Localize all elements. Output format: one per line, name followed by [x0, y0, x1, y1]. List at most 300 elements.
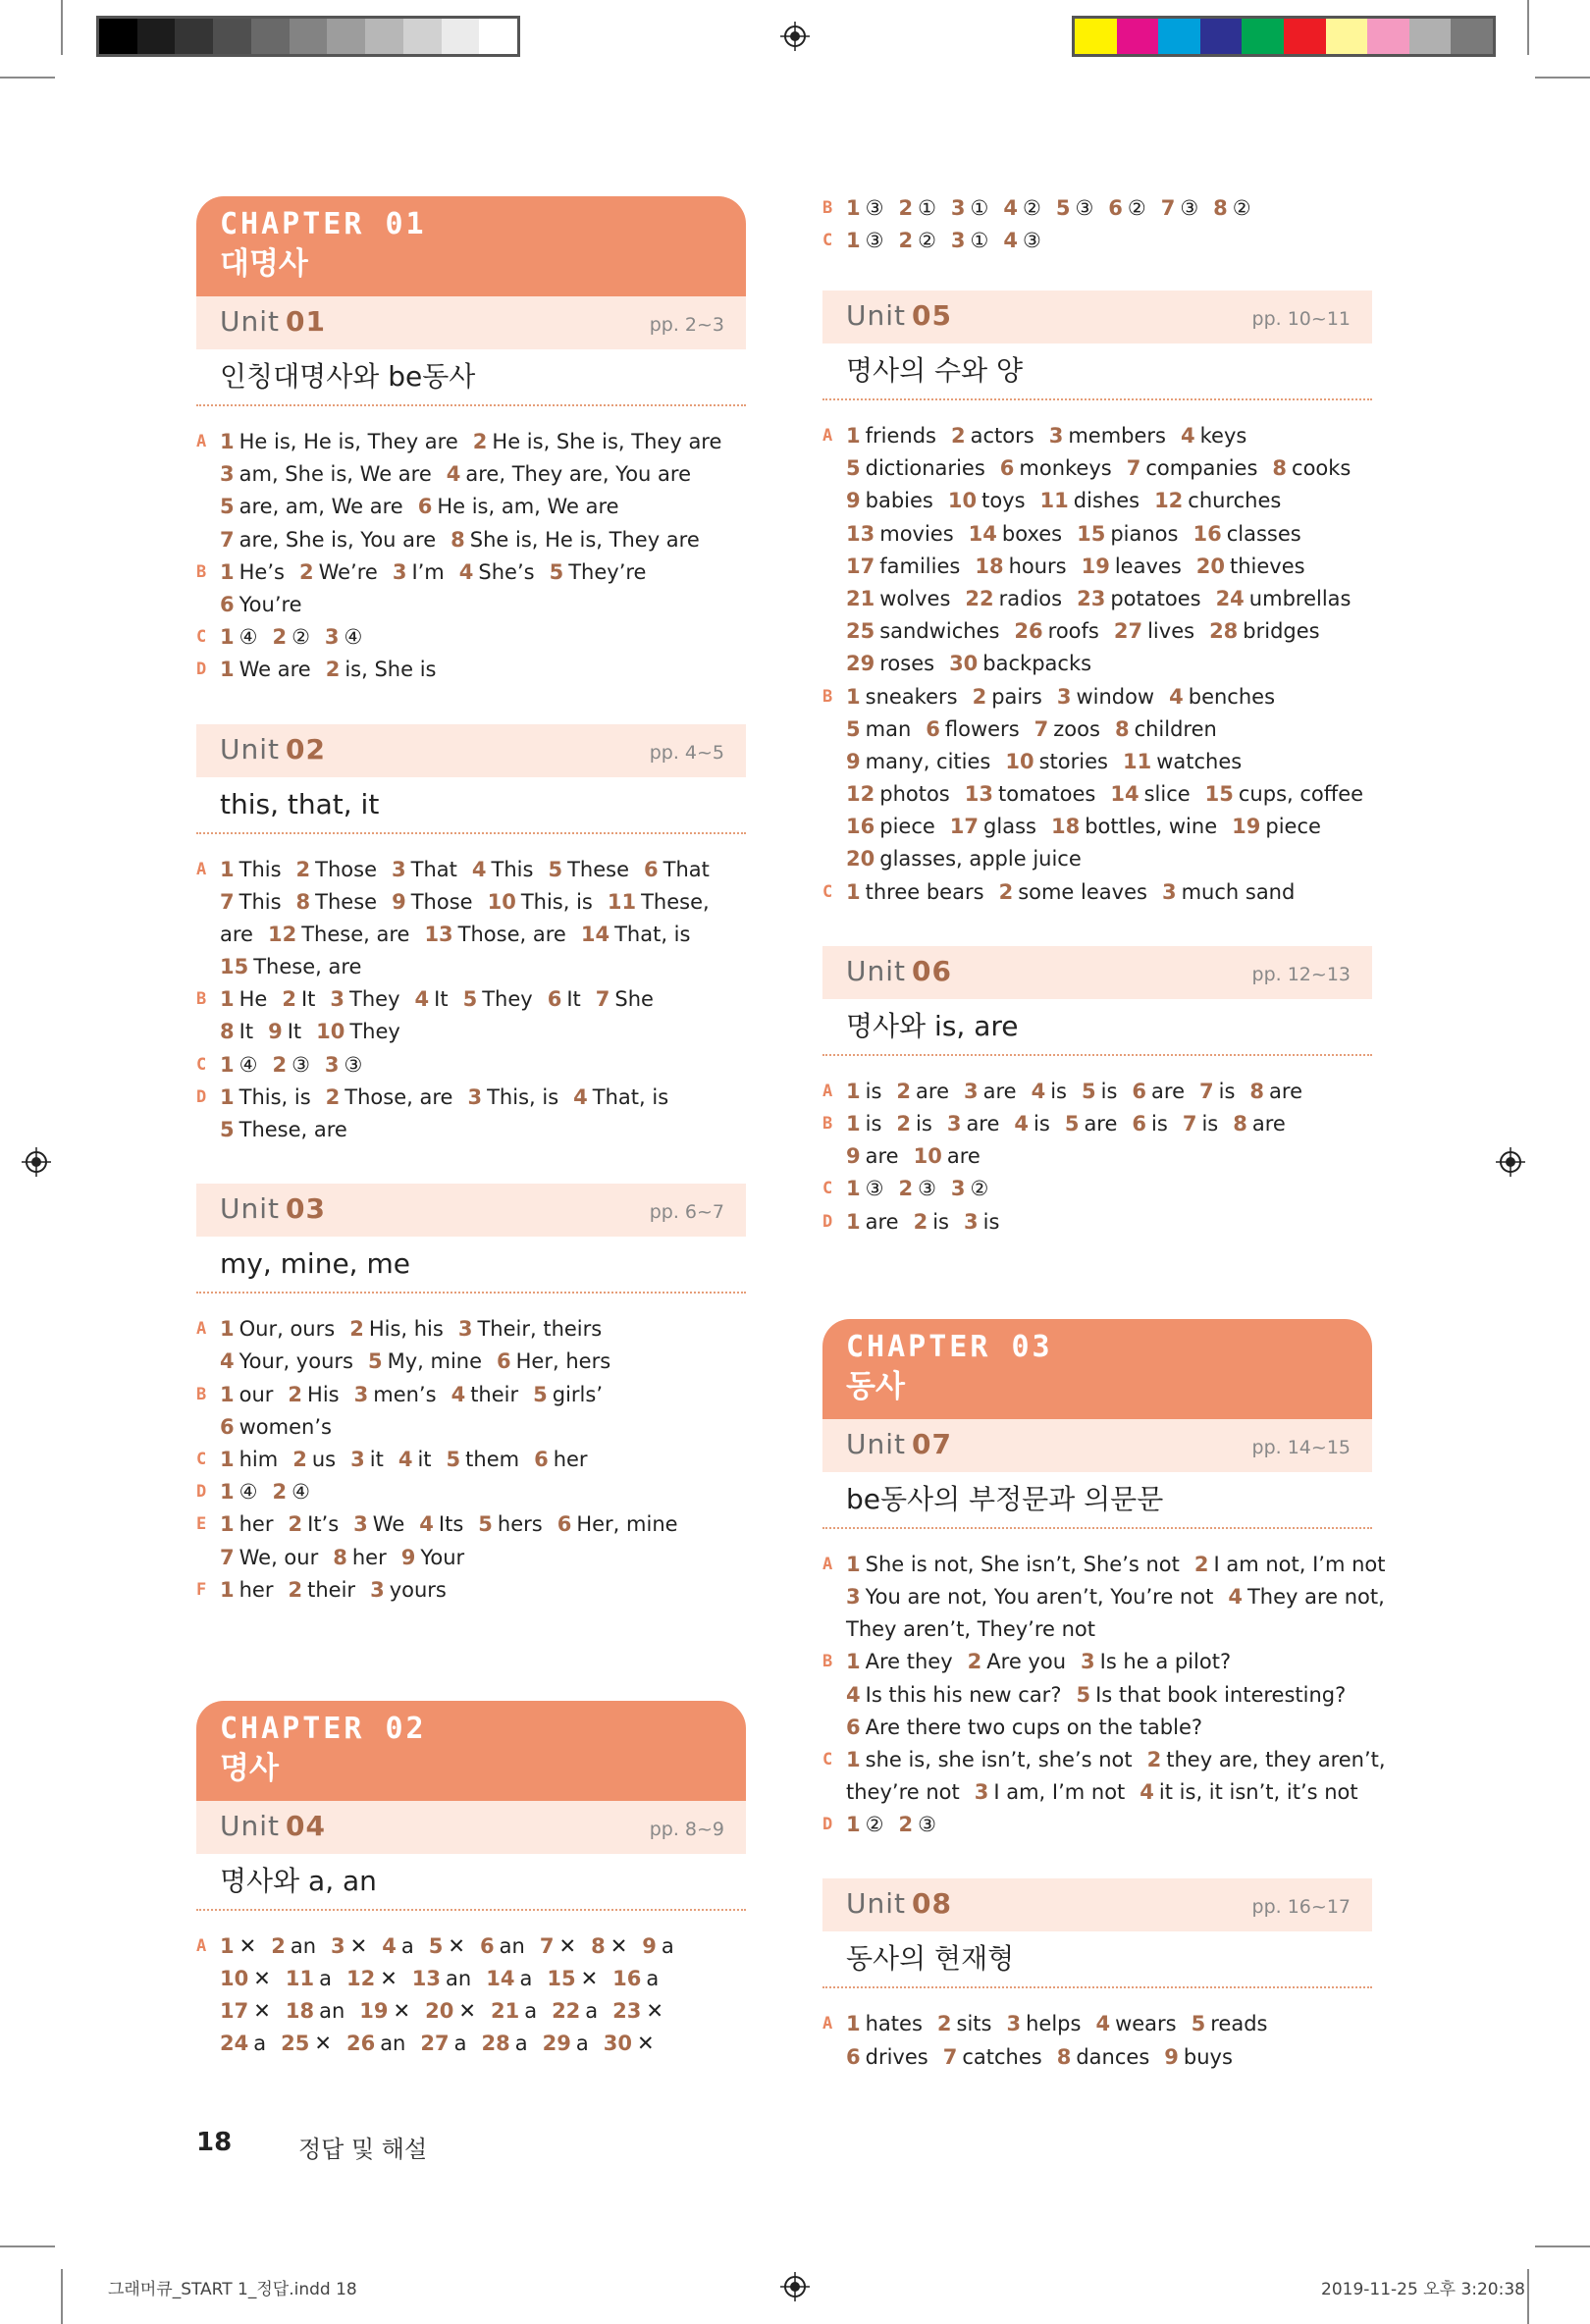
answer-item — [846, 2045, 928, 2069]
answer-number: 4 — [458, 559, 474, 584]
answer-number: 5 — [1076, 1682, 1091, 1707]
unit-bar — [196, 1184, 746, 1237]
answer-number: 1 — [220, 1052, 235, 1077]
answer-number: 7 — [595, 987, 610, 1012]
answer-number: 3 — [946, 1112, 962, 1136]
answer-number: 28 — [1209, 619, 1239, 644]
unit-number: Unit 05 — [846, 299, 952, 332]
unit-bar — [822, 290, 1372, 343]
answer-text: is — [1050, 1079, 1067, 1103]
answer-item — [392, 858, 457, 881]
answer-text: Our, ours — [238, 1317, 336, 1342]
answer-item — [415, 987, 449, 1011]
answer-item — [220, 2032, 266, 2055]
answer-number: 1 — [220, 1317, 235, 1342]
answer-number: 6 — [480, 1933, 495, 1958]
answer-text: piece — [1265, 815, 1321, 839]
answer-item — [846, 750, 990, 773]
answer-item — [401, 1546, 464, 1569]
answer-text: stories — [1038, 749, 1108, 773]
answer-text: His — [307, 1382, 340, 1406]
answer-number: 26 — [345, 2032, 376, 2056]
answer-number: 1 — [846, 1177, 861, 1201]
answer-text: ✕ — [393, 1999, 411, 2024]
answer-text: ✕ — [558, 1933, 577, 1958]
chapter-title: 명사 — [220, 1750, 279, 1786]
answer-text: ④ — [238, 1052, 258, 1077]
answer-text: a — [400, 1933, 414, 1958]
answer-item — [547, 1967, 598, 1990]
unit-number-value: 06 — [912, 954, 952, 987]
color-swatch — [365, 19, 403, 54]
answer-text: ② — [970, 1177, 989, 1201]
unit-number: Unit 07 — [846, 1427, 952, 1460]
answer-text: hers — [497, 1512, 543, 1537]
answer-item — [1233, 1112, 1286, 1136]
answer-text: ④ — [344, 625, 363, 650]
answer-list — [196, 1294, 746, 1607]
answer-item — [951, 229, 988, 252]
answer-item — [898, 1177, 935, 1200]
answer-text: They’re — [568, 559, 647, 584]
answer-number: 7 — [1160, 196, 1176, 220]
answer-item — [1199, 1080, 1235, 1103]
chapter-header — [196, 196, 746, 296]
answer-number: 1 — [220, 559, 235, 584]
answer-text: This — [491, 857, 534, 881]
answer-number: 3 — [331, 1933, 345, 1958]
answer-number: 2 — [913, 1209, 928, 1234]
answer-text: hates — [865, 2012, 923, 2036]
answer-number: 5 — [1055, 196, 1071, 220]
answer-row — [822, 1646, 1372, 1678]
answer-number: 5 — [1082, 1079, 1096, 1103]
answer-number: 2 — [271, 1933, 286, 1958]
answer-number: 9 — [642, 1933, 657, 1958]
answer-number: 1 — [846, 1552, 861, 1576]
answer-number: 8 — [1272, 456, 1288, 481]
answer-text: We — [372, 1512, 405, 1537]
answer-text: ✕ — [636, 2032, 655, 2056]
answer-item — [964, 1210, 999, 1234]
answer-number: 4 — [450, 1382, 466, 1406]
section-letter: A — [196, 432, 207, 451]
registration-mark-icon — [780, 2272, 810, 2301]
section-letter: B — [822, 198, 833, 218]
unit-bar — [196, 1801, 746, 1854]
answer-text: cups, coffee — [1238, 782, 1364, 807]
answer-text: is — [1100, 1079, 1118, 1103]
answer-row — [822, 452, 1372, 485]
answer-item — [846, 555, 960, 578]
answer-item — [326, 658, 437, 681]
answer-number: 1 — [220, 1084, 235, 1109]
answer-row — [196, 458, 746, 491]
answer-text: These — [315, 889, 378, 914]
answer-number: 20 — [846, 847, 875, 872]
answer-number: 15 — [1077, 521, 1106, 546]
registration-mark-icon — [1496, 1147, 1525, 1177]
answer-number: 2 — [325, 658, 341, 682]
answer-number: 5 — [1064, 1112, 1080, 1136]
answer-number: 3 — [1056, 684, 1072, 709]
answer-number: 6 — [547, 987, 562, 1012]
answer-row — [196, 2028, 746, 2060]
unit-title: my, mine, me — [196, 1237, 746, 1294]
answer-number: 1 — [846, 1747, 861, 1771]
answer-number: 6 — [1132, 1112, 1147, 1136]
answer-item — [480, 1934, 525, 1958]
answer-row — [822, 420, 1372, 452]
crop-mark — [1527, 0, 1529, 55]
answer-text: I am not, I’m not — [1213, 1552, 1386, 1576]
answer-item — [1006, 2012, 1081, 2035]
answer-item — [220, 1415, 332, 1439]
answer-item — [220, 430, 458, 453]
answer-number: 3 — [353, 1382, 369, 1406]
answer-item — [846, 717, 911, 741]
color-swatch — [403, 19, 442, 54]
answer-text: is, She is — [344, 658, 437, 682]
answer-text: churches — [1188, 489, 1282, 513]
answer-item — [220, 1934, 256, 1958]
answer-number: 19 — [359, 1999, 389, 2024]
answer-text: I am, I’m not — [993, 1780, 1126, 1805]
answer-text: bridges — [1243, 619, 1320, 644]
answer-item — [272, 625, 309, 649]
answer-item — [296, 890, 378, 914]
answer-item — [220, 593, 302, 616]
answer-item — [1014, 1112, 1049, 1136]
answer-item — [846, 229, 883, 252]
answer-text: ④ — [238, 1480, 258, 1505]
answer-item — [289, 1578, 356, 1602]
answer-item — [220, 1967, 271, 1990]
answer-text: Is he a pilot? — [1099, 1650, 1232, 1674]
answer-number: 5 — [478, 1512, 493, 1537]
answer-text: a — [661, 1933, 674, 1958]
answer-item — [543, 2032, 589, 2055]
answer-number: 2 — [898, 1177, 914, 1201]
answer-item — [846, 424, 936, 448]
chapter-title: 대명사 — [220, 246, 308, 282]
answer-number: 7 — [1034, 716, 1049, 741]
answer-number: 5 — [462, 987, 478, 1012]
answer-item — [896, 1112, 931, 1136]
answer-item — [846, 847, 1082, 871]
answer-text: are — [1151, 1079, 1185, 1103]
answer-number: 5 — [549, 559, 564, 584]
answer-number: 1 — [220, 1447, 235, 1471]
answer-item — [1192, 2012, 1268, 2035]
answer-number: 8 — [1249, 1079, 1265, 1103]
answer-item — [1127, 456, 1258, 480]
answer-text: ✕ — [253, 1999, 271, 2024]
answer-number: 23 — [1077, 586, 1106, 610]
answer-text: some leaves — [1018, 879, 1147, 904]
answer-text: Is that book interesting? — [1095, 1682, 1347, 1707]
answer-text: These, are — [238, 1118, 347, 1141]
answer-item — [975, 555, 1066, 578]
answer-item — [1140, 1780, 1357, 1804]
answer-row — [822, 1744, 1386, 1776]
answer-item — [1123, 750, 1242, 773]
answer-number: 3 — [392, 559, 407, 584]
answer-item — [608, 890, 710, 914]
answer-item — [943, 2045, 1042, 2069]
answer-number: 3 — [353, 1512, 368, 1537]
answer-item — [286, 1999, 344, 2023]
answer-text: We, our — [238, 1545, 319, 1569]
answer-item — [359, 1999, 410, 2023]
answer-item — [846, 587, 950, 610]
answer-list — [822, 1988, 1372, 2073]
answer-item — [1147, 1748, 1386, 1771]
answer-number: 1 — [846, 684, 861, 709]
answer-number: 1 — [220, 1512, 235, 1537]
answer-number: 1 — [220, 625, 235, 650]
answer-number: 21 — [490, 1999, 520, 2024]
answer-text: their — [307, 1577, 356, 1602]
answer-text: are — [966, 1112, 1000, 1136]
answer-text: an — [446, 1967, 472, 1991]
unit-title: 명사와 a, an — [196, 1854, 746, 1911]
answer-number: 4 — [1181, 424, 1195, 448]
answer-item — [497, 1349, 610, 1373]
answer-item — [1077, 587, 1200, 610]
answer-text: an — [380, 2032, 406, 2056]
answer-item — [1110, 782, 1190, 806]
answer-text: ✕ — [253, 1967, 271, 1991]
answer-item — [1194, 1553, 1386, 1576]
answer-item — [346, 2032, 405, 2055]
answer-item — [557, 1512, 678, 1536]
answer-item — [220, 1317, 335, 1341]
unit-number-value: 08 — [912, 1887, 952, 1921]
section-letter: A — [196, 859, 207, 879]
answer-number: 4 — [398, 1447, 413, 1471]
answer-number: 2 — [272, 1052, 288, 1077]
answer-item — [1108, 196, 1145, 220]
answer-item — [926, 717, 1019, 741]
answer-number: 5 — [220, 495, 235, 519]
answer-text: He — [238, 987, 268, 1012]
color-swatch — [290, 19, 328, 54]
answer-number: 4 — [419, 1512, 434, 1537]
answer-number: 25 — [846, 619, 875, 644]
unit-number: Unit 04 — [220, 1809, 326, 1842]
answer-number: 6 — [1132, 1079, 1147, 1103]
answer-item — [1164, 2045, 1233, 2069]
answer-text: That — [410, 857, 457, 881]
answer-number: 2 — [272, 625, 288, 650]
answer-text: They — [349, 987, 400, 1012]
answer-text: Her, mine — [576, 1512, 678, 1537]
answer-text: He is, She is, They are — [492, 430, 722, 453]
crop-mark — [61, 0, 63, 55]
answer-text: They — [349, 1020, 400, 1044]
color-swatch — [175, 19, 213, 54]
answer-number: 2 — [325, 1084, 341, 1109]
answer-item — [286, 1967, 332, 1990]
answer-number: 2 — [288, 1512, 303, 1537]
answer-text: ✕ — [458, 1999, 476, 2024]
answer-number: 1 — [846, 1650, 861, 1674]
answer-item — [220, 528, 436, 552]
answer-number: 18 — [285, 1999, 315, 2024]
answer-number: 4 — [220, 1349, 235, 1374]
answer-item — [486, 1967, 532, 1990]
unit-block — [196, 1801, 746, 2061]
answer-item — [220, 858, 282, 881]
answer-item — [973, 685, 1042, 709]
answer-item — [1082, 1080, 1117, 1103]
answer-text: This — [238, 889, 282, 914]
answer-item — [965, 587, 1062, 610]
answer-number: 16 — [1192, 521, 1222, 546]
answer-item — [220, 1349, 353, 1373]
answer-item — [1183, 1112, 1218, 1136]
answer-item — [846, 880, 984, 904]
answer-text: families — [879, 554, 961, 578]
section-letter: C — [196, 1449, 207, 1469]
answer-number: 21 — [846, 586, 875, 610]
answer-number: 9 — [846, 489, 861, 513]
answer-text: reads — [1210, 2012, 1268, 2036]
answer-row — [822, 1173, 1372, 1205]
answer-text: is — [982, 1209, 1000, 1234]
answer-item — [1014, 619, 1098, 643]
answer-item — [914, 1144, 980, 1168]
color-swatch — [1409, 19, 1452, 54]
answer-text: These, are — [253, 955, 362, 979]
answer-row — [822, 518, 1372, 551]
answer-text: movies — [879, 521, 954, 546]
answer-number: 2 — [896, 1079, 912, 1103]
unit-title: 명사와 is, are — [822, 999, 1372, 1056]
answer-text: watches — [1156, 749, 1243, 773]
color-swatch — [1451, 19, 1493, 54]
answer-item — [447, 1448, 520, 1471]
answer-text: pianos — [1110, 521, 1179, 546]
answer-number: 3 — [846, 1584, 861, 1609]
answer-item — [1161, 196, 1198, 220]
unit-number: Unit 02 — [220, 732, 326, 766]
answer-number: 8 — [450, 527, 465, 552]
answer-item — [281, 2032, 332, 2055]
answer-number: 1 — [220, 1933, 235, 1958]
answer-item — [533, 1383, 603, 1406]
answer-item — [846, 522, 954, 546]
answer-row — [196, 621, 746, 654]
answer-item — [1192, 522, 1300, 546]
answer-item — [1032, 1080, 1067, 1103]
answer-number: 8 — [220, 1020, 235, 1044]
answer-number: 23 — [612, 1999, 642, 2024]
answer-number: 3 — [324, 1052, 340, 1077]
answer-item — [846, 489, 933, 512]
unit-pages: pp. 12~13 — [1251, 963, 1351, 985]
answer-text: drives — [865, 2044, 928, 2069]
answer-text: She is not, She isn’t, She’s not — [865, 1552, 1180, 1576]
answer-item — [481, 2032, 527, 2055]
answer-item — [418, 495, 619, 518]
answer-item — [1065, 1112, 1118, 1136]
answer-item — [299, 560, 378, 584]
answer-number: 8 — [1233, 1112, 1247, 1136]
color-swatch — [251, 19, 290, 54]
answer-text: a — [453, 2032, 467, 2056]
answer-text: ✕ — [238, 1933, 257, 1958]
answer-number: 5 — [548, 857, 563, 881]
answer-number: 10 — [487, 889, 516, 914]
answer-row — [822, 485, 1372, 517]
answer-text: Are they — [865, 1650, 953, 1674]
answer-text: ③ — [1022, 229, 1041, 253]
answer-number: 27 — [420, 2032, 450, 2056]
chapter-header — [822, 1319, 1372, 1419]
answer-text: Those, are — [344, 1084, 453, 1109]
answer-text: her — [351, 1545, 387, 1569]
answer-item — [1095, 2012, 1176, 2035]
answer-text: are — [220, 922, 253, 946]
answer-item — [220, 1448, 278, 1471]
answer-item — [349, 1317, 444, 1341]
answer-item — [220, 658, 311, 681]
answer-number: 4 — [446, 462, 461, 487]
answer-text: ② — [1022, 196, 1041, 220]
answer-item — [1216, 587, 1352, 610]
answer-number: 6 — [497, 1349, 511, 1374]
answer-text: Your, yours — [238, 1349, 353, 1374]
answer-row — [196, 524, 746, 556]
answer-text: These, are — [301, 922, 410, 946]
answer-item — [1228, 1585, 1385, 1609]
unit-number-value: 01 — [286, 305, 326, 338]
answer-item — [1076, 1683, 1346, 1707]
answer-text: keys — [1199, 424, 1247, 448]
answer-item — [1132, 1112, 1167, 1136]
answer-number: 3 — [950, 1177, 966, 1201]
answer-item — [968, 1650, 1066, 1673]
answer-row — [196, 1049, 746, 1082]
answer-number: 1 — [846, 424, 861, 448]
answer-item — [612, 1999, 663, 2023]
answer-item — [1209, 619, 1320, 643]
answer-text: He is, He is, They are — [238, 430, 458, 453]
answer-text: it — [417, 1447, 432, 1471]
answer-item — [220, 955, 361, 978]
unit-bar — [196, 296, 746, 349]
answer-text: She — [614, 987, 654, 1012]
answer-number: 1 — [846, 879, 861, 904]
answer-text: ① — [970, 229, 989, 253]
answer-item — [333, 1546, 387, 1569]
answer-text: is — [932, 1209, 949, 1234]
answer-text: are — [982, 1079, 1017, 1103]
answer-number: 14 — [580, 922, 610, 946]
answer-item — [552, 1999, 598, 2023]
answer-row — [822, 583, 1372, 615]
answer-number: 3 — [392, 857, 406, 881]
answer-text: ✕ — [646, 1999, 664, 2024]
answer-item — [429, 1934, 465, 1958]
answer-text: our — [238, 1382, 274, 1406]
answer-item — [846, 652, 934, 675]
answer-text: That, is — [592, 1084, 669, 1109]
color-swatch — [1367, 19, 1409, 54]
answer-text: These, — [641, 889, 710, 914]
